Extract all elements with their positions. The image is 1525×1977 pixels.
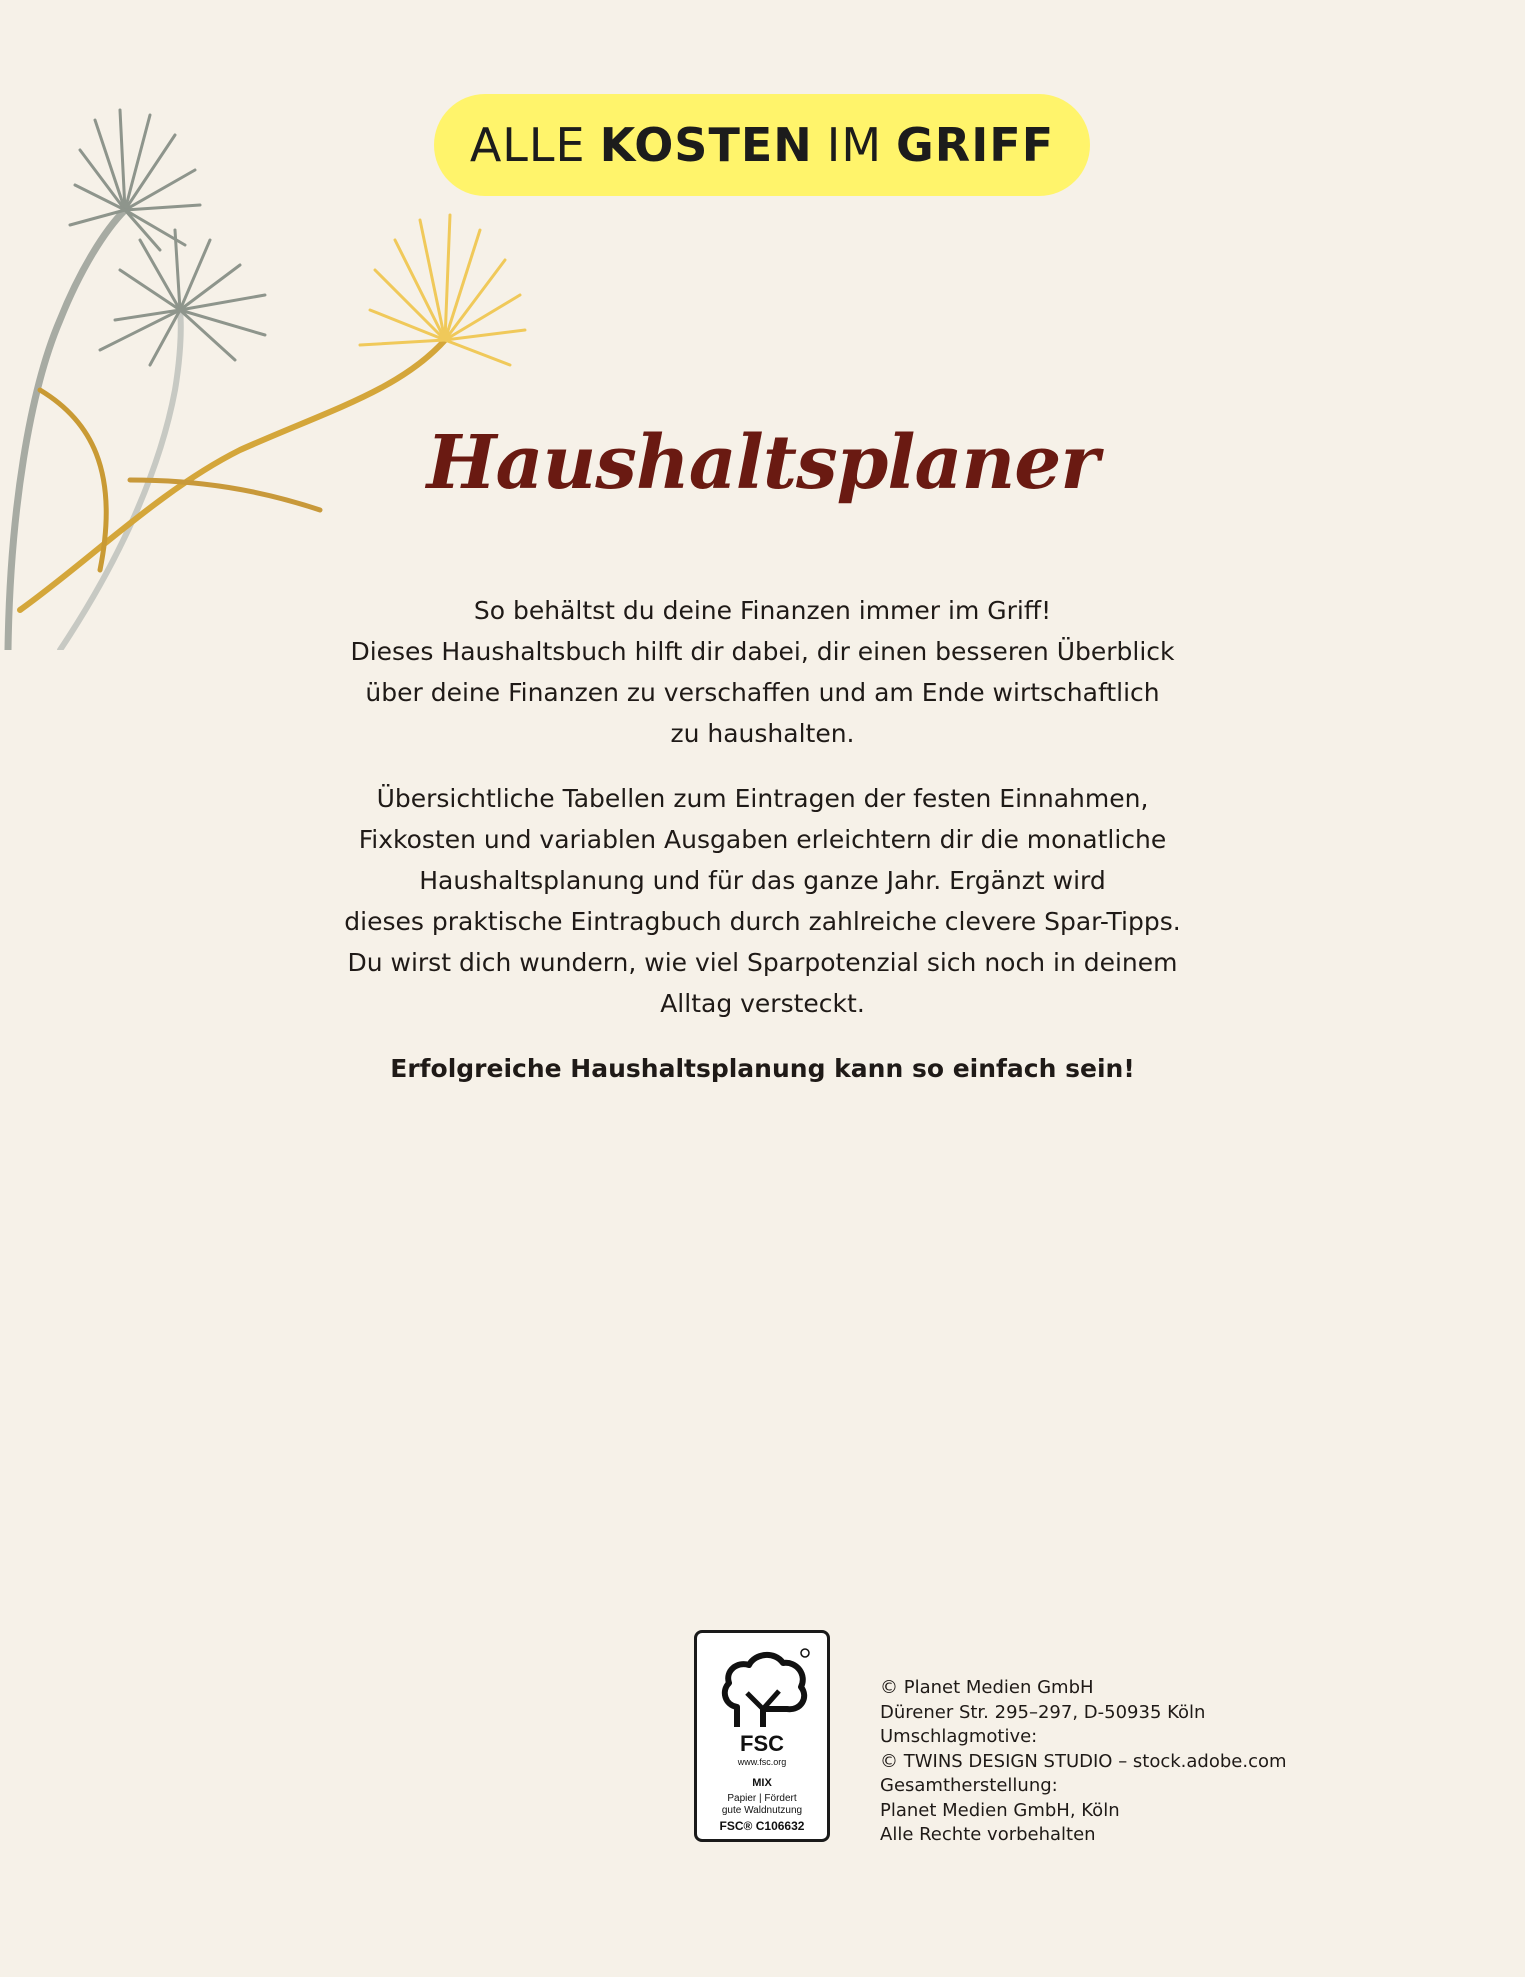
fsc-label	[694, 1630, 830, 1842]
paragraph-details	[300, 778, 1225, 1024]
imprint-line: © TWINS DESIGN STUDIO – stock.adobe.com	[880, 1750, 1287, 1772]
fsc-tree-icon	[717, 1647, 811, 1733]
text-line: Du wirst dich wundern, wie viel Sparpotenzial sich noch in deinem	[347, 948, 1178, 977]
fsc-paper-line: gute Waldnutzung	[721, 1805, 803, 1816]
fsc-mix: MIX	[752, 1777, 772, 1789]
book-title: Haushaltsplaner	[426, 420, 1099, 506]
fsc-paper-note	[697, 1793, 827, 1817]
imprint-line: Alle Rechte vorbehalten	[880, 1824, 1096, 1845]
closing-statement: Erfolgreiche Haushaltsplanung kann so einfach sein!	[390, 1054, 1135, 1083]
text-line: über deine Finanzen zu verschaffen und am Ende wirtschaftlich	[365, 678, 1160, 707]
banner-word-griff: GRIFF	[896, 118, 1055, 172]
text-line: Fixkosten und variablen Ausgaben erleichtern dir die monatliche	[358, 825, 1167, 854]
imprint-line: © Planet Medien GmbH	[880, 1677, 1094, 1698]
text-line: Alltag versteckt.	[660, 989, 865, 1018]
imprint	[880, 1676, 1300, 1848]
header-banner	[434, 94, 1090, 196]
text-line: Übersichtliche Tabellen zum Eintragen der festen Einnahmen,	[376, 784, 1149, 813]
banner-word-alle: ALLE	[469, 118, 586, 172]
banner-word-kosten: KOSTEN	[599, 118, 813, 172]
text-line: Haushaltsplanung und für das ganze Jahr. Ergänzt wird	[419, 866, 1106, 895]
text-line: dieses praktische Eintragbuch durch zahlreiche clevere Spar-Tipps.	[344, 907, 1181, 936]
text-line: zu haushalten.	[670, 719, 855, 748]
imprint-line: Planet Medien GmbH, Köln	[880, 1799, 1120, 1821]
description	[300, 590, 1225, 1113]
text-line: Dieses Haushaltsbuch hilft dir dabei, dir einen besseren Überblick	[350, 637, 1175, 666]
fsc-url: www.fsc.org	[737, 1757, 787, 1767]
fsc-logo-word: FSC	[740, 1731, 784, 1756]
fsc-code: FSC® C106632	[719, 1819, 805, 1833]
banner-word-im: IM	[826, 118, 883, 172]
paragraph-intro	[300, 590, 1225, 754]
imprint-line: Umschlagmotive:	[880, 1726, 1038, 1747]
fsc-paper-line: Papier | Fördert	[727, 1793, 797, 1804]
text-line: So behältst du deine Finanzen immer im Griff!	[473, 596, 1052, 625]
imprint-line: Gesamtherstellung:	[880, 1775, 1058, 1796]
imprint-line: Dürener Str. 295–297, D-50935 Köln	[880, 1701, 1206, 1723]
